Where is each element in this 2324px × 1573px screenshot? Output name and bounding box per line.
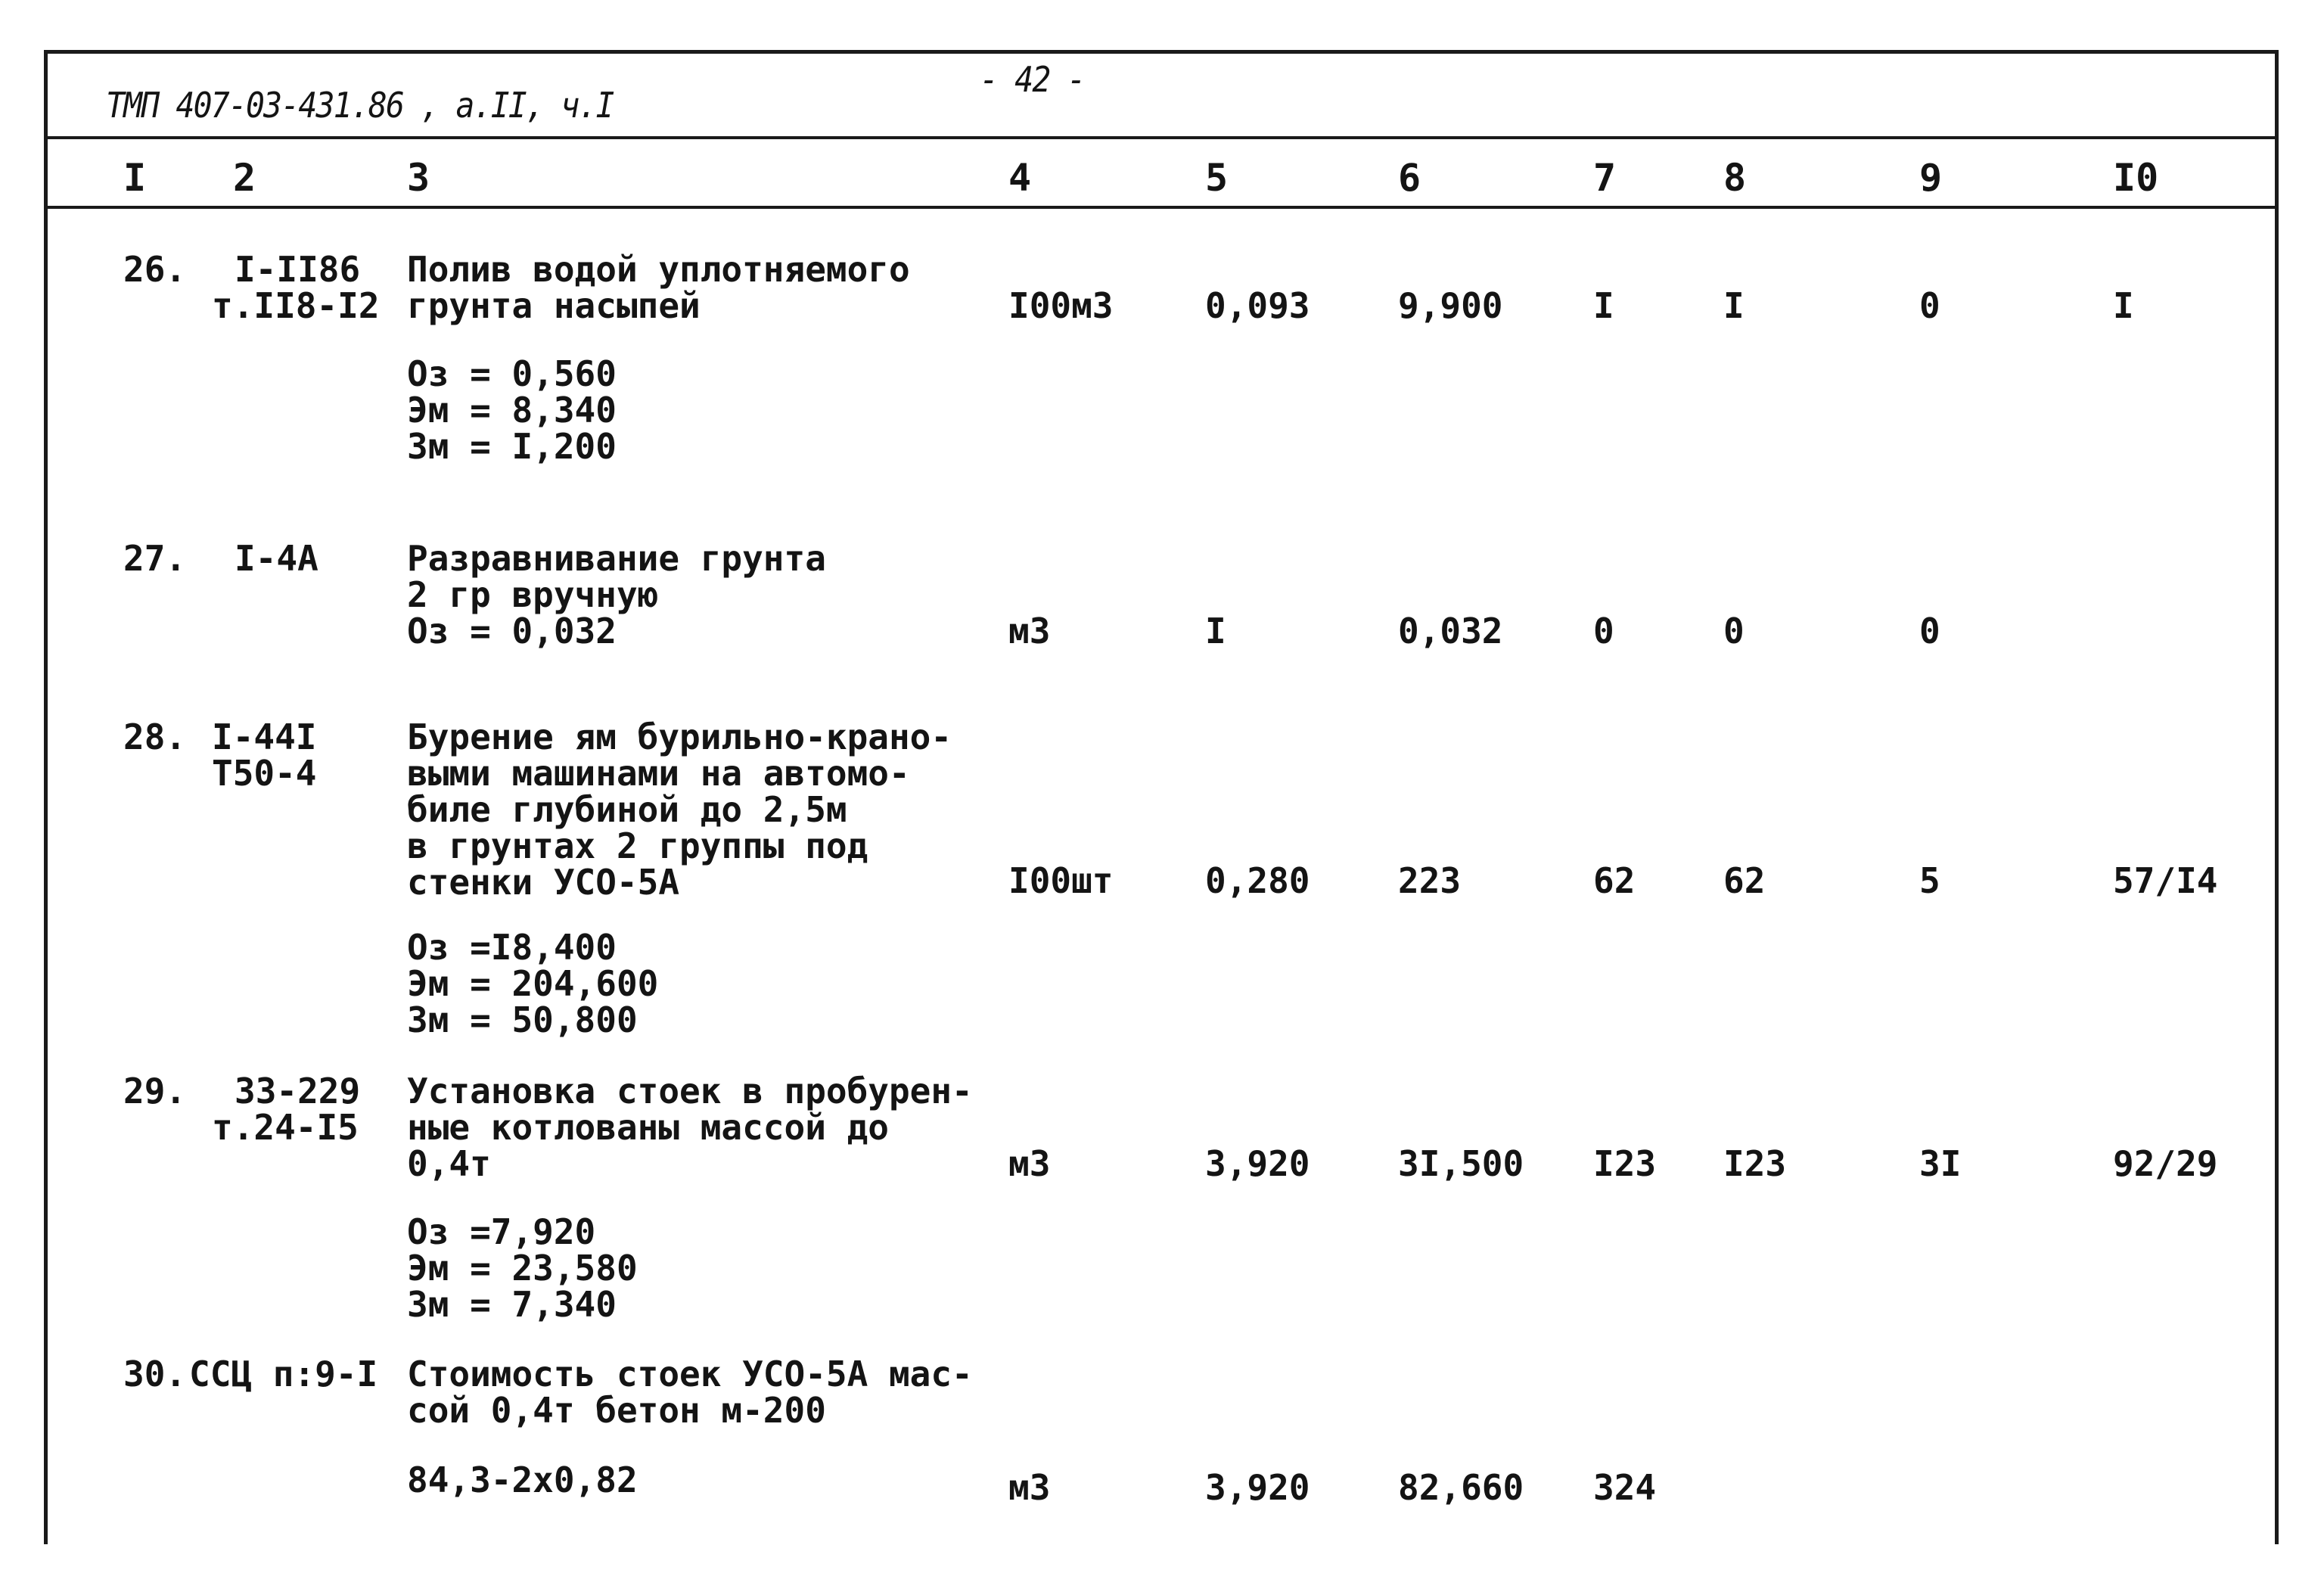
- col-header-1: I: [123, 156, 147, 200]
- row-number: 28.: [123, 717, 187, 757]
- col8-value: I23: [1723, 1143, 1787, 1184]
- col-header-10: I0: [2113, 156, 2159, 200]
- col-header-8: 8: [1723, 156, 1747, 200]
- col-header-9: 9: [1919, 156, 1943, 200]
- col-header-6: 6: [1398, 156, 1421, 200]
- work-description: Бурение ям бурильно-крано- выми машинами на автомо- биле глубиной до 2,5м в грунтах 2 группы под стенки УСО-5А: [407, 717, 952, 903]
- cost-formula: 84,3-2х0,82: [407, 1460, 638, 1500]
- row-number: 27.: [123, 538, 187, 579]
- work-description: Стоимость стоек УСО-5А мас- сой 0,4т бетон м-200: [407, 1354, 973, 1431]
- norm-code: I-4А: [235, 538, 318, 579]
- col-header-4: 4: [1008, 156, 1032, 200]
- quantity: 3,920: [1205, 1467, 1310, 1508]
- col7-value: 324: [1593, 1467, 1657, 1508]
- col8-value: I: [1723, 285, 1745, 326]
- col9-value: 0: [1919, 285, 1940, 326]
- col-header-5: 5: [1205, 156, 1229, 200]
- document-reference: ТМП 407-03-431.86 , а.II, ч.I: [106, 85, 614, 126]
- col7-value: I23: [1593, 1143, 1657, 1184]
- col-header-3: 3: [407, 156, 430, 200]
- cost-formula: Оз =I8,400 Эм = 204,600 Зм = 50,800: [407, 927, 659, 1040]
- col7-value: I: [1593, 285, 1614, 326]
- unit: I00м3: [1008, 285, 1114, 326]
- cost-formula: Оз =7,920 Эм = 23,580 Зм = 7,340: [407, 1211, 638, 1325]
- unit-price: 9,900: [1398, 285, 1503, 326]
- quantity: I: [1205, 611, 1226, 651]
- col8-value: 62: [1723, 860, 1766, 901]
- col9-value: 3I: [1919, 1143, 1962, 1184]
- frame-right-line: [2275, 50, 2279, 1544]
- unit: м3: [1008, 611, 1051, 651]
- row-number: 26.: [123, 249, 187, 290]
- col7-value: 0: [1593, 611, 1614, 651]
- unit: м3: [1008, 1143, 1051, 1184]
- col8-value: 0: [1723, 611, 1745, 651]
- unit-price: 3I,500: [1398, 1143, 1524, 1184]
- col-header-2: 2: [233, 156, 256, 200]
- column-header-rule: [44, 206, 2279, 209]
- quantity: 3,920: [1205, 1143, 1310, 1184]
- col10-value: 92/29: [2113, 1143, 2218, 1184]
- work-description: Установка стоек в пробурен- ные котлованы массой до 0,4т: [407, 1071, 973, 1184]
- norm-code: 33-229 т.24-I5: [212, 1071, 361, 1148]
- cost-formula: Оз = 0,560 Эм = 8,340 Зм = I,200: [407, 353, 617, 467]
- unit-price: 82,660: [1398, 1467, 1524, 1508]
- unit: I00шт: [1008, 860, 1114, 901]
- norm-code: I-44I Т50-4: [212, 717, 317, 794]
- col-header-7: 7: [1593, 156, 1617, 200]
- col7-value: 62: [1593, 860, 1636, 901]
- col10-value: I: [2113, 285, 2134, 326]
- norm-code: I-II86 т.II8-I2: [212, 249, 380, 326]
- unit-price: 223: [1398, 860, 1462, 901]
- unit: м3: [1008, 1467, 1051, 1508]
- work-description: Разравнивание грунта 2 гр вручную Оз = 0,032: [407, 538, 826, 651]
- col9-value: 5: [1919, 860, 1940, 901]
- norm-code: ССЦ п:9-I: [189, 1354, 378, 1394]
- col9-value: 0: [1919, 611, 1940, 651]
- work-description: Полив водой уплотняемого грунта насыпей: [407, 249, 910, 326]
- quantity: 0,093: [1205, 285, 1310, 326]
- quantity: 0,280: [1205, 860, 1310, 901]
- col10-value: 57/I4: [2113, 860, 2218, 901]
- row-number: 29.: [123, 1071, 187, 1111]
- unit-price: 0,032: [1398, 611, 1503, 651]
- page-number: - 42 -: [980, 59, 1085, 100]
- header-rule: [44, 136, 2279, 139]
- frame-left-line: [44, 50, 48, 1544]
- frame-top-line: [44, 50, 2279, 54]
- row-number: 30.: [123, 1354, 187, 1394]
